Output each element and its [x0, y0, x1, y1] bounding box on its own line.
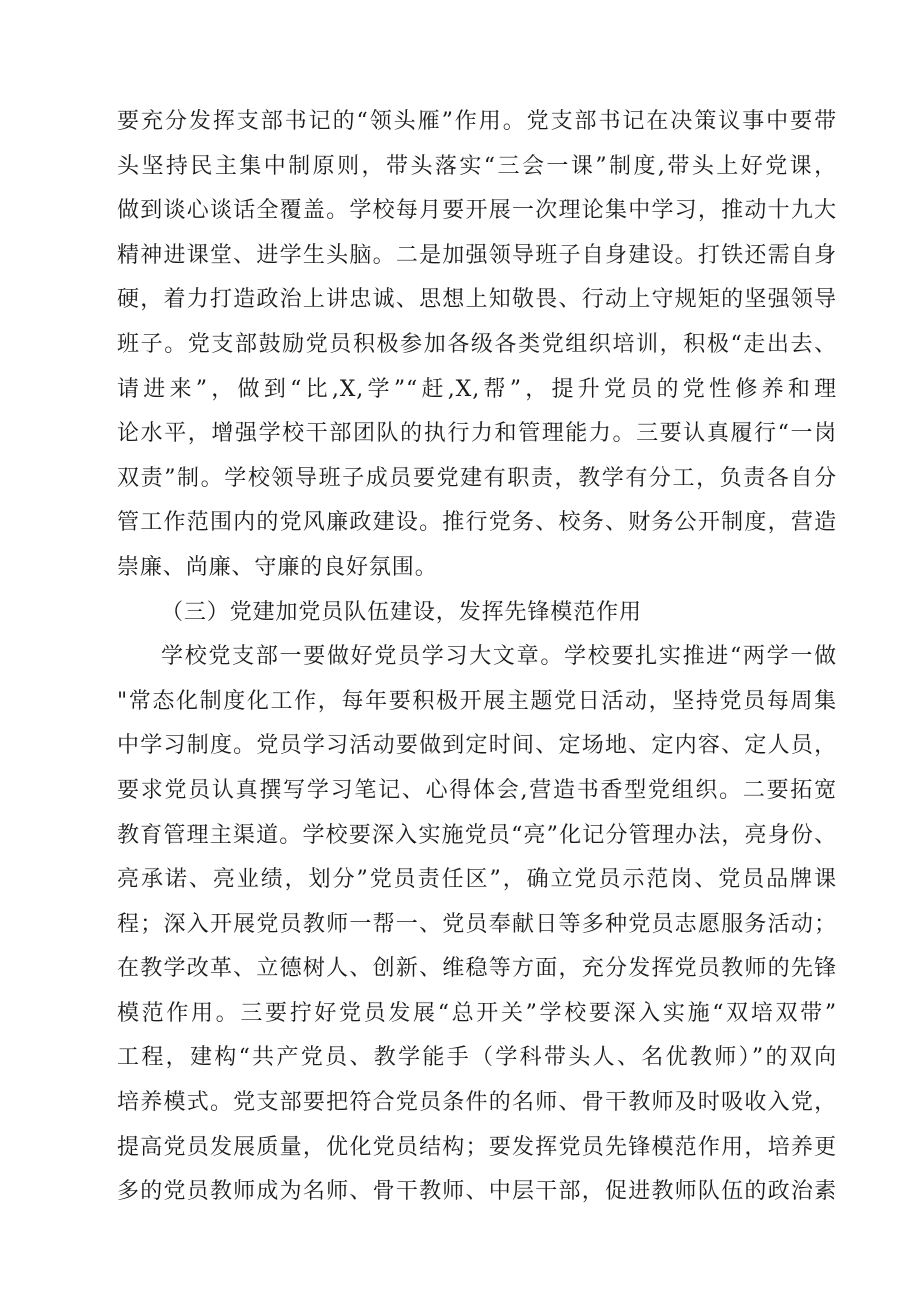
text-line: 管工作范围内的党风廉政建设。推行党务、校务、财务公开制度，营造	[117, 510, 837, 536]
section-heading: （三）党建加党员队伍建设，发挥先锋模范作用	[161, 599, 642, 625]
document-body	[117, 100, 837, 1215]
text-line: 双责”制。学校领导班子成员要党建有职责，教学有分工，负责各自分	[117, 465, 837, 491]
text-line: 亮承诺、亮业绩，划分”党员责任区”，确立党员示范岗、党员品牌课	[117, 867, 837, 893]
text-line: 硬，着力打造政治上讲忠诚、思想上知敬畏、行动上守规矩的坚强领导	[117, 287, 837, 313]
text-line: 模范作用。三要拧好党员发展“总开关”学校要深入实施“双培双带”	[117, 1000, 837, 1026]
text-line: 程；深入开展党员教师一帮一、党员奉献日等多种党员志愿服务活动；	[117, 911, 837, 937]
text-line: 多的党员教师成为名师、骨干教师、中层干部，促进教师队伍的政治素	[117, 1179, 837, 1205]
text-line: 班子。党支部鼓励党员积极参加各级各类党组织培训，积极“走出去、	[117, 331, 837, 357]
text-line: 中学习制度。党员学习活动要做到定时间、定场地、定内容、定人员，	[117, 733, 837, 759]
text-line: 论水平，增强学校干部团队的执行力和管理能力。三要认真履行“一岗	[117, 421, 837, 447]
text-line: 要求党员认真撰写学习笔记、心得体会,营造书香型党组织。二要拓宽	[117, 777, 837, 803]
text-line: 请进来”，做到“比,X,学”“赶,X,帮”，提升党员的党性修养和理	[117, 376, 837, 402]
text-line: 工程，建构“共产党员、教学能手（学科带头人、名优教师）”的双向	[117, 1045, 837, 1071]
text-line: "常态化制度化工作，每年要积极开展主题党日活动，坚持党员每周集	[117, 688, 837, 714]
text-line: 在教学改革、立德树人、创新、维稳等方面，充分发挥党员教师的先锋	[117, 956, 837, 982]
text-line: 做到谈心谈话全覆盖。学校每月要开展一次理论集中学习，推动十九大	[117, 198, 837, 224]
text-line: 精神进课堂、进学生头脑。二是加强领导班子自身建设。打铁还需自身	[117, 242, 837, 268]
text-line: 培养模式。党支部要把符合党员条件的名师、骨干教师及时吸收入党，	[117, 1090, 837, 1116]
text-line: 头坚持民主集中制原则，带头落实“三会一课”制度,带头上好党课，	[117, 153, 837, 179]
paragraph-first-line: 学校党支部一要做好党员学习大文章。学校要扎实推进“两学一做	[161, 644, 837, 670]
text-line: 提高党员发展质量，优化党员结构；要发挥党员先锋模范作用，培养更	[117, 1134, 837, 1160]
text-line: 教育管理主渠道。学校要深入实施党员“亮”化记分管理办法，亮身份、	[117, 822, 837, 848]
text-line: 要充分发挥支部书记的“领头雁”作用。党支部书记在决策议事中要带	[117, 109, 837, 134]
text-line: 崇廉、尚廉、守廉的良好氛围。	[117, 554, 438, 580]
